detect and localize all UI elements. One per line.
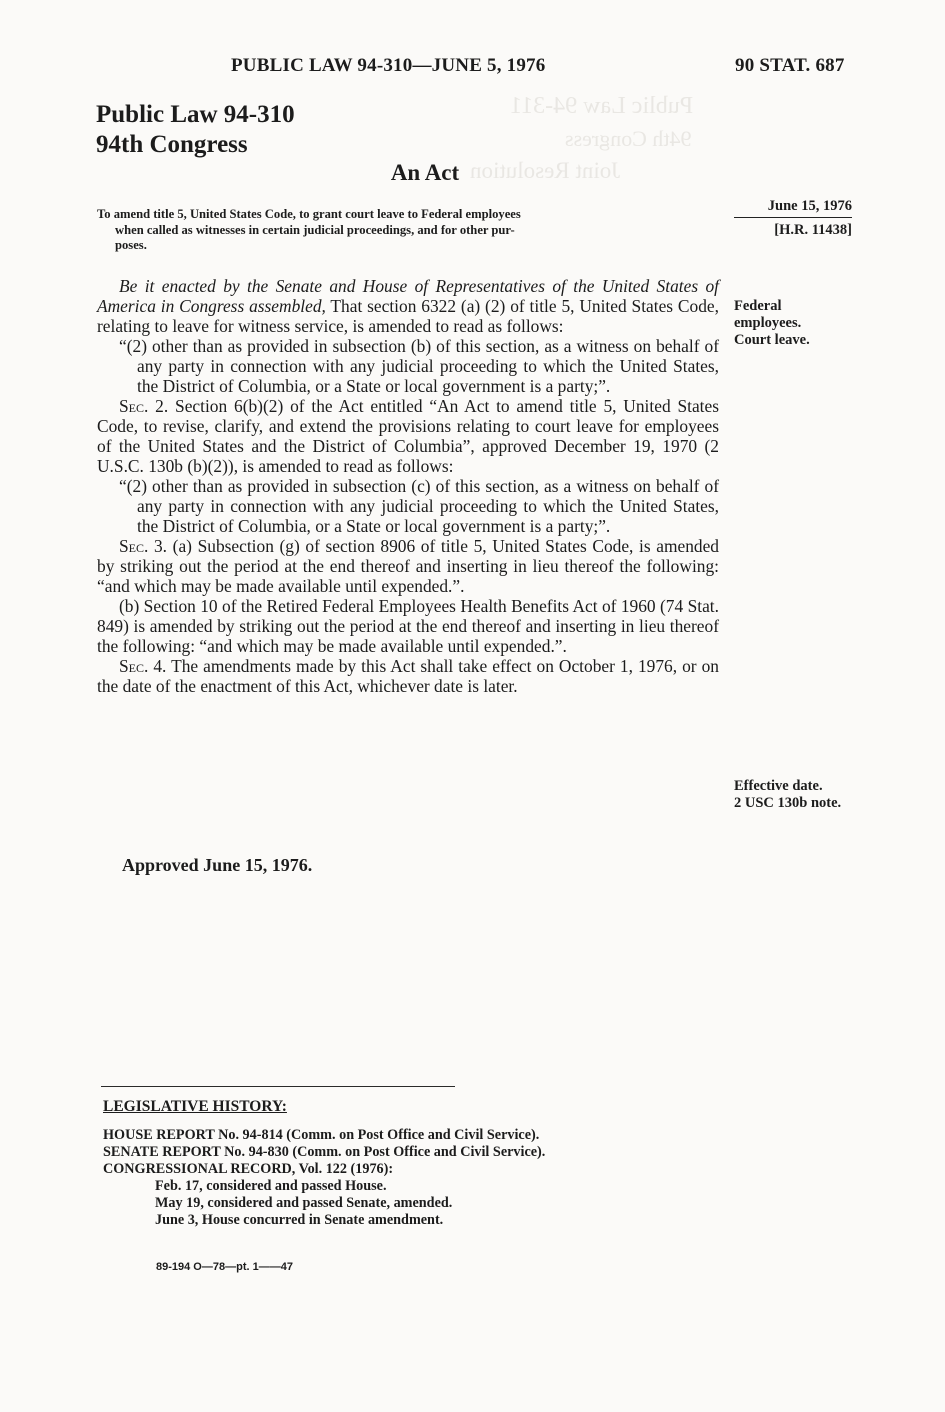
margin-effective-line: Effective date. [734,778,823,794]
section-2 [97,396,719,476]
enacting-formula: Be it enacted by the Senate and House of Representatives of the United States of America in Congress assembled, [97,276,719,316]
enacting-clause [97,276,719,336]
margin-effective-date [734,778,841,812]
history-event: May 19, considered and passed Senate, amended. [155,1195,453,1211]
margin-date: June 15, 1976 [734,198,852,218]
margin-date-block [734,198,852,239]
law-designation [96,100,295,160]
house-report: HOUSE REPORT No. 94-814 (Comm. on Post Office and Civil Service). [103,1127,540,1143]
congress-number: 94th Congress [96,131,248,158]
running-header: PUBLIC LAW 94-310—JUNE 5, 1976 [231,55,546,76]
show-through-text: Public Law 94-311 [510,93,694,119]
history-event: June 3, House concurred in Senate amendment. [155,1212,444,1228]
section-3-b: (b) Section 10 of the Retired Federal Employees Health Benefits Act of 1960 (74 Stat. 849) is amended by striking out the period at the end thereof and inserting in lieu thereof the following: “and which may be made available until expended.”. [97,596,719,656]
margin-topic [734,298,810,349]
margin-effective-line: 2 USC 130b note. [734,795,842,811]
act-body [97,276,719,696]
margin-topic-line: Court leave. [734,332,810,348]
quoted-paragraph: “(2) other than as provided in subsection (b) of this section, as a witness on behalf of any party in connection with any judicial proceeding to which the United States, the District of Columbia, or a State or local government is a party;”. [119,336,719,396]
margin-topic-line: Federal [734,298,782,314]
act-heading: An Act [390,160,460,185]
margin-bill-number: [H.R. 11438] [774,222,852,238]
enacting-text: That section 6322 (a) (2) of title 5, United States Code, relating to leave for witness service, is amended to read as follows: [97,296,719,336]
section-text: Section 6(b)(2) of the Act entitled “An Act to amend title 5, United States Code, to revise, clarify, and extend the provisions relating to court leave for employees of the United States and the District of Columbia”, approved December 19, 1970 (2 U.S.C. 130b (b)(2)), is amended to read as follows: [97,396,719,476]
purpose-line: poses. [115,238,147,252]
senate-report: SENATE REPORT No. 94-830 (Comm. on Post Office and Civil Service). [103,1144,546,1160]
history-event: Feb. 17, considered and passed House. [155,1178,387,1194]
stat-page-number: 90 STAT. 687 [735,55,845,76]
section-text: (a) Subsection (g) of section 8906 of title 5, United States Code, is amended by striking out the period at the end thereof and inserting in lieu thereof the following: “and which may be made available until expended.”. [97,536,720,596]
section-label: Sec. 3. [119,536,168,556]
legislative-history [103,1127,545,1229]
section-label: Sec. 2. [119,396,169,416]
public-law-number: Public Law 94-310 [96,101,295,128]
printing-code: 89-194 O—78—pt. 1——47 [156,1261,293,1273]
congressional-record: CONGRESSIONAL RECORD, Vol. 122 (1976): [103,1161,394,1177]
margin-topic-line: employees. [734,315,802,331]
show-through-text: 94th Congress [565,126,692,151]
act-purpose [97,207,719,254]
purpose-line: To amend title 5, United States Code, to grant court leave to Federal employees [97,207,521,221]
section-text: The amendments made by this Act shall take effect on October 1, 1976, or on the date of the enactment of this Act, whichever date is later. [97,656,719,696]
section-3 [97,536,719,596]
purpose-line: when called as witnesses in certain judicial proceedings, and for other pur- [115,222,515,237]
section-label: Sec. 4. [119,656,167,676]
section-4 [97,656,719,696]
divider [101,1086,455,1087]
show-through-text: Joint Resolution [470,158,621,183]
legislative-history-title: LEGISLATIVE HISTORY: [103,1098,287,1115]
approval-date: Approved June 15, 1976. [122,855,313,875]
quoted-paragraph: “(2) other than as provided in subsection (c) of this section, as a witness on behalf of any party in connection with any judicial proceeding to which the United States, the District of Columbia, or a State or local government is a party;”. [119,476,719,536]
